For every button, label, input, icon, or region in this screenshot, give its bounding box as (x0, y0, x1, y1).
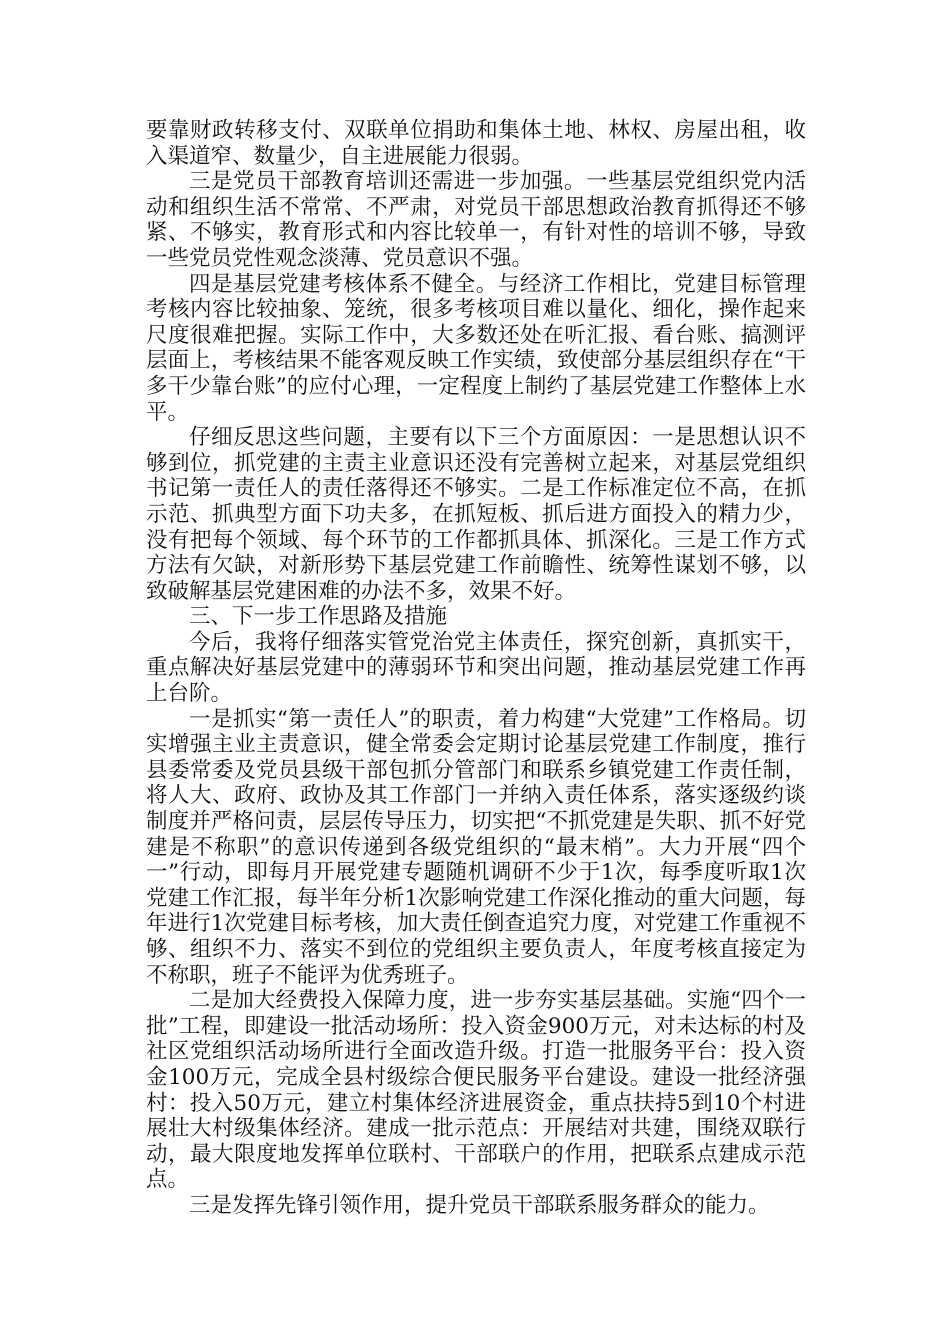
document-page (146, 118, 806, 1219)
paragraph-7: 二是加大经费投入保障力度，进一步夯实基层基础。实施“四个一批”工程，即建设一批活动场所：投入资金900万元，对未达标的村及社区党组织活动场所进行全面改造升级。打造一批服务平台：投入资金100万元，完成全县村级综合便民服务平台建设。建设一批经济强村：投入50万元，建立村集体经济进展资金，重点扶持5到10个村进展壮大村级集体经济。建成一批示范点：开展结对共建，围绕双联行动，最大限度地发挥单位联村、干部联户的作用，把联系点建成示范点。 (146, 988, 806, 1193)
paragraph-6: 一是抓实“第一责任人”的职责，着力构建“大党建”工作格局。切实增强主业主责意识，健全常委会定期讨论基层党建工作制度，推行县委常委及党员县级干部包抓分管部门和联系乡镇党建工作责任制，将人大、政府、政协及其工作部门一并纳入责任体系，落实逐级约谈制度并严格问责，层层传导压力，切实把“不抓党建是失职、抓不好党建是不称职”的意识传递到各级党组织的“最末梢”。大力开展“四个一”行动，即每月开展党建专题随机调研不少于1次，每季度听取1次党建工作汇报，每半年分析1次影响党建工作深化推动的重大问题，每年进行1次党建目标考核，加大责任倒查追究力度，对党建工作重视不够、组织不力、落实不到位的党组织主要负责人，年度考核直接定为不称职，班子不能评为优秀班子。 (146, 706, 806, 988)
paragraph-4: 仔细反思这些问题，主要有以下三个方面原因：一是思想认识不够到位，抓党建的主责主业意识还没有完善树立起来，对基层党组织书记第一责任人的责任落得还不够实。二是工作标准定位不高，在抓示范、抓典型方面下功夫多，在抓短板、抓后进方面投入的精力少，没有把每个领域、每个环节的工作都抓具体、抓深化。三是工作方式方法有欠缺，对新形势下基层党建工作前瞻性、统筹性谋划不够，以致破解基层党建困难的办法不多，效果不好。 (146, 425, 806, 604)
paragraph-1: 要靠财政转移支付、双联单位捐助和集体土地、林权、房屋出租，收入渠道窄、数量少，自主进展能力很弱。 (146, 118, 806, 169)
paragraph-2: 三是党员干部教育培训还需进一步加强。一些基层党组织党内活动和组织生活不常常、不严肃，对党员干部思想政治教育抓得还不够紧、不够实，教育形式和内容比较单一，有针对性的培训不够，导致一些党员党性观念淡薄、党员意识不强。 (146, 169, 806, 271)
section-heading: 三、下一步工作思路及措施 (189, 604, 448, 630)
paragraph-5: 今后，我将仔细落实管党治党主体责任，探究创新，真抓实干，重点解决好基层党建中的薄弱环节和突出问题，推动基层党建工作再上台阶。 (146, 629, 806, 707)
paragraph-8: 三是发挥先锋引领作用，提升党员干部联系服务群众的能力。 (189, 1192, 770, 1218)
paragraph-3: 四是基层党建考核体系不健全。与经济工作相比，党建目标管理考核内容比较抽象、笼统，很多考核项目难以量化、细化，操作起来尺度很难把握。实际工作中，大多数还处在听汇报、看台账、搞测评层面上，考核结果不能客观反映工作实绩，致使部分基层组织存在“干多干少靠台账”的应付心理，一定程度上制约了基层党建工作整体上水平。 (146, 271, 806, 425)
